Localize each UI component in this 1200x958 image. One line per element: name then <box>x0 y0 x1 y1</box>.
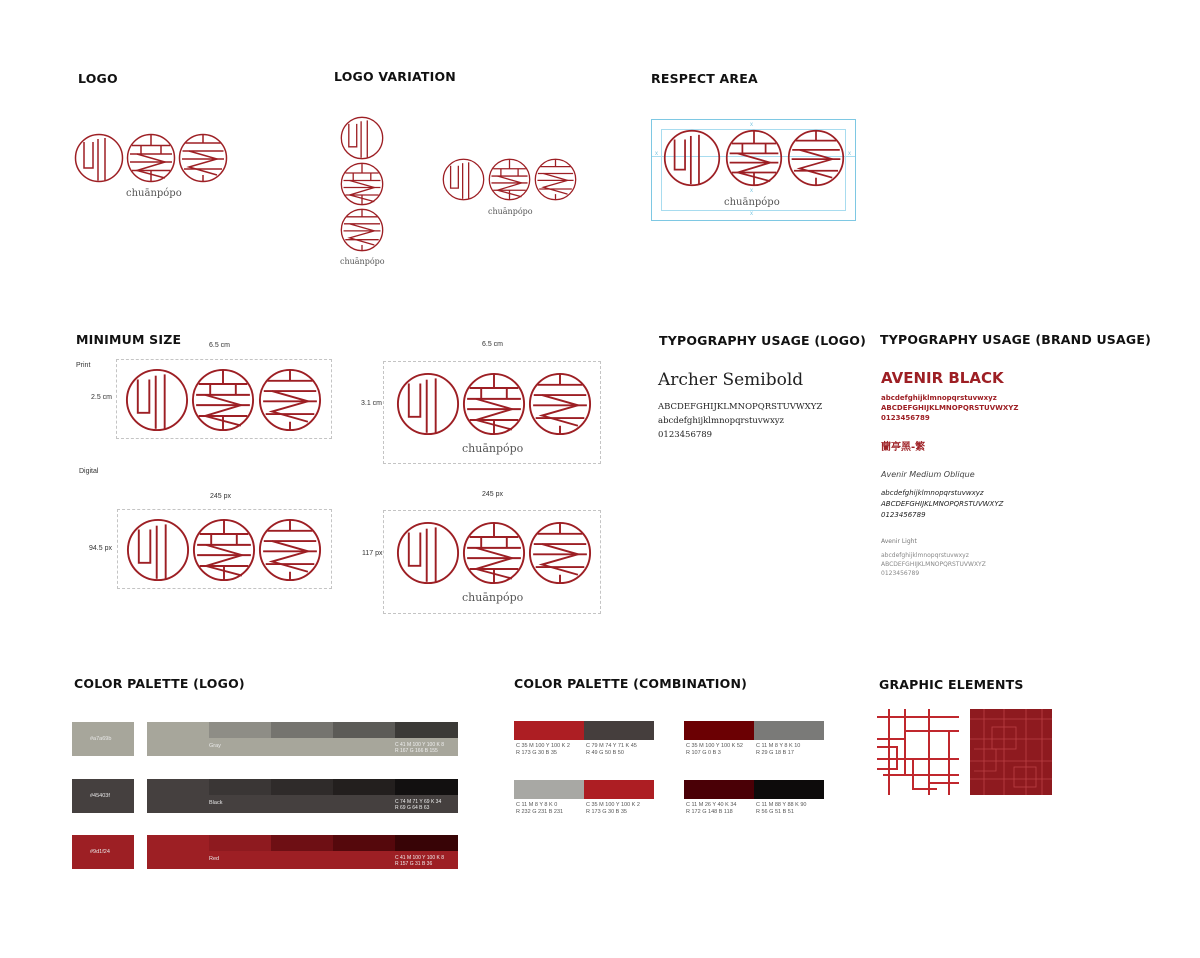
digital-wordmark: chuānpópo <box>462 591 524 604</box>
archer-uppercase: ABCDEFGHIJKLMNOPQRSTUVWXYZ <box>658 402 823 412</box>
seal-glyph-2 <box>488 158 531 201</box>
archer-digits: 0123456789 <box>658 430 713 440</box>
seal-glyph-2 <box>725 129 783 187</box>
digital-height-1: 94.5 px <box>89 545 112 552</box>
avenir-black-name: AVENIR BLACK <box>881 369 1004 387</box>
seal-glyph-1 <box>340 116 384 160</box>
combo-rgb: R 29 G 18 B 17 <box>756 750 794 756</box>
avenir-black-lowercase: abcdefghijklmnopqrstuvwxyz <box>881 394 997 402</box>
print-box-2 <box>383 361 601 464</box>
logo-wordmark: chuānpópo <box>126 188 182 199</box>
digital-width-1: 245 px <box>210 493 232 500</box>
archer-font-name: Archer Semibold <box>658 370 804 390</box>
combo-rgb: R 172 G 148 B 118 <box>686 809 733 815</box>
avenir-black-digits: 0123456789 <box>881 414 930 422</box>
seal-glyph-2 <box>126 133 176 183</box>
seal-glyph-1 <box>126 518 190 582</box>
combo-rgb: R 56 G 51 B 51 <box>756 809 794 815</box>
respect-marker-right: x <box>848 151 851 157</box>
palette-logo-hex: #45403f <box>90 793 110 799</box>
palette-logo-cmyk: C 41 M 100 Y 100 K 8 <box>395 855 445 861</box>
variation-wordmark-horizontal: chuānpópo <box>488 207 533 216</box>
print-box-1 <box>116 359 332 439</box>
palette-logo-tint <box>333 779 395 795</box>
seal-glyph-3 <box>534 158 577 201</box>
seal-glyph-1 <box>663 129 721 187</box>
print-width-1: 6.5 cm <box>209 342 231 349</box>
digital-height-2: 117 px <box>362 550 383 557</box>
avenir-light-uppercase: ABCDEFGHIJKLMNOPQRSTUVWXYZ <box>881 561 986 568</box>
avenir-black-uppercase: ABCDEFGHIJKLMNOPQRSTUVWXYZ <box>881 404 1019 412</box>
combo-cmyk: C 11 M 88 Y 88 K 90 <box>756 802 807 808</box>
seal-glyph-3 <box>528 521 592 585</box>
seal-glyph-2 <box>340 162 384 206</box>
logo-heading: LOGO <box>78 71 118 86</box>
combo-cmyk: C 11 M 8 Y 8 K 0 <box>516 802 558 808</box>
color-palette-logo-heading: COLOR PALETTE (LOGO) <box>74 676 245 691</box>
graphic-pattern-tile <box>970 709 1052 795</box>
combo-cmyk: C 35 M 100 Y 100 K 52 <box>686 743 743 749</box>
palette-logo-rgb: R 69 G 64 B 63 <box>395 805 430 811</box>
archer-lowercase: abcdefghijklmnopqrstuvwxyz <box>658 416 785 426</box>
palette-logo-swatch <box>72 835 134 869</box>
respect-marker-bottom: x <box>750 211 753 217</box>
print-wordmark: chuānpópo <box>462 442 524 455</box>
palette-logo-tint <box>333 835 395 851</box>
seal-glyph-3 <box>528 372 592 436</box>
avenir-medium-name: Avenir Medium Oblique <box>881 470 975 479</box>
respect-marker-top: x <box>750 122 753 128</box>
seal-glyph-2 <box>462 521 526 585</box>
combo-swatch-left <box>514 721 584 740</box>
combo-swatch-right <box>754 721 824 740</box>
avenir-light-name: Avenir Light <box>881 538 917 545</box>
minimum-size-heading: MINIMUM SIZE <box>76 332 182 347</box>
palette-logo-cmyk: C 74 M 71 Y 69 K 34 <box>395 799 442 805</box>
palette-logo-tint <box>271 835 333 851</box>
palette-logo-swatch <box>72 722 134 756</box>
typography-brand-heading: TYPOGRAPHY USAGE (BRAND USAGE) <box>880 332 1151 347</box>
palette-logo-hex: #9d1f24 <box>90 849 110 855</box>
combo-swatch-left <box>684 721 754 740</box>
palette-logo-hex: #a7a69b <box>90 736 112 742</box>
seal-glyph-3 <box>787 129 845 187</box>
variation-wordmark-vertical: chuānpópo <box>340 257 385 266</box>
palette-logo-tint <box>271 779 333 795</box>
combo-rgb: R 173 G 30 B 35 <box>586 809 627 815</box>
digital-width-2: 245 px <box>482 491 504 498</box>
logo-variation-small <box>442 158 582 218</box>
combo-rgb: R 107 G 0 B 3 <box>686 750 721 756</box>
combo-cmyk: C 11 M 8 Y 8 K 10 <box>756 743 801 749</box>
palette-logo-tint <box>395 835 458 851</box>
combo-swatch-right <box>584 780 654 799</box>
seal-glyph-1 <box>74 133 124 183</box>
combo-cmyk: C 79 M 74 Y 71 K 45 <box>586 743 637 749</box>
respect-wordmark: chuānpópo <box>724 197 780 208</box>
logo-variation-vertical <box>338 116 390 271</box>
print-height-2: 3.1 cm <box>361 400 383 407</box>
combo-cmyk: C 35 M 100 Y 100 K 2 <box>516 743 570 749</box>
combo-swatch-left <box>684 780 754 799</box>
combo-swatch-right <box>584 721 654 740</box>
seal-glyph-1 <box>442 158 485 201</box>
combo-cmyk: C 35 M 100 Y 100 K 2 <box>586 802 640 808</box>
palette-logo-rgb: R 167 G 166 B 155 <box>395 748 438 754</box>
avenir-medium-digits: 0123456789 <box>881 511 926 519</box>
avenir-medium-uppercase: ABCDEFGHIJKLMNOPQRSTUVWXYZ <box>881 500 1004 508</box>
print-height-1: 2.5 cm <box>91 394 113 401</box>
palette-logo-tint <box>395 722 458 738</box>
combo-rgb: R 173 G 30 B 35 <box>516 750 557 756</box>
palette-logo-swatch <box>72 779 134 813</box>
combo-rgb: R 232 G 231 B 231 <box>516 809 564 815</box>
palette-logo-name: Black <box>209 800 223 806</box>
combo-rgb: R 49 G 50 B 50 <box>586 750 624 756</box>
palette-logo-tint-bar <box>147 722 458 756</box>
avenir-medium-lowercase: abcdefghijklmnopqrstuvwxyz <box>881 489 984 497</box>
logo-variation-heading: LOGO VARIATION <box>334 69 456 84</box>
respect-area-heading: RESPECT AREA <box>651 71 758 86</box>
seal-glyph-3 <box>258 518 322 582</box>
typography-logo-heading: TYPOGRAPHY USAGE (LOGO) <box>659 333 866 348</box>
combo-swatch-left <box>514 780 584 799</box>
palette-logo-rgb: R 157 G 31 B 36 <box>395 861 433 867</box>
palette-logo-name: Red <box>209 856 220 862</box>
palette-logo-tint-bar <box>147 835 458 869</box>
respect-marker-mid: x <box>750 188 753 194</box>
chinese-font-name: 蘭亭黑-繁 <box>881 442 926 453</box>
combo-swatch-right <box>754 780 824 799</box>
digital-box-1 <box>117 509 332 589</box>
seal-glyph-3 <box>340 208 384 252</box>
palette-logo-tint <box>333 722 395 738</box>
palette-logo-tint <box>271 722 333 738</box>
combo-cmyk: C 11 M 26 Y 40 K 34 <box>686 802 737 808</box>
seal-glyph-3 <box>178 133 228 183</box>
palette-logo-cmyk: C 41 M 100 Y 100 K 8 <box>395 742 445 748</box>
print-label: Print <box>76 362 91 369</box>
palette-logo-tint <box>209 722 271 738</box>
seal-glyph-2 <box>191 368 255 432</box>
seal-glyph-2 <box>192 518 256 582</box>
respect-area-frame <box>651 119 856 221</box>
seal-glyph-2 <box>462 372 526 436</box>
digital-label: Digital <box>79 468 99 475</box>
palette-logo-tint <box>209 835 271 851</box>
logo-primary <box>74 133 234 205</box>
seal-glyph-1 <box>396 372 460 436</box>
palette-logo-tint <box>395 779 458 795</box>
seal-glyph-1 <box>125 368 189 432</box>
palette-logo-tint-bar <box>147 779 458 813</box>
palette-logo-name: Gray <box>209 743 221 749</box>
respect-marker-left: x <box>655 151 658 157</box>
graphic-pattern-lines <box>877 709 959 795</box>
color-palette-combination-heading: COLOR PALETTE (COMBINATION) <box>514 676 748 691</box>
print-width-2: 6.5 cm <box>482 341 504 348</box>
avenir-light-digits: 0123456789 <box>881 570 920 577</box>
avenir-light-lowercase: abcdefghijklmnopqrstuvwxyz <box>881 552 969 559</box>
digital-box-2 <box>383 510 601 614</box>
palette-logo-tint <box>209 779 271 795</box>
seal-glyph-3 <box>258 368 322 432</box>
graphic-elements-heading: GRAPHIC ELEMENTS <box>879 677 1024 692</box>
seal-glyph-1 <box>396 521 460 585</box>
